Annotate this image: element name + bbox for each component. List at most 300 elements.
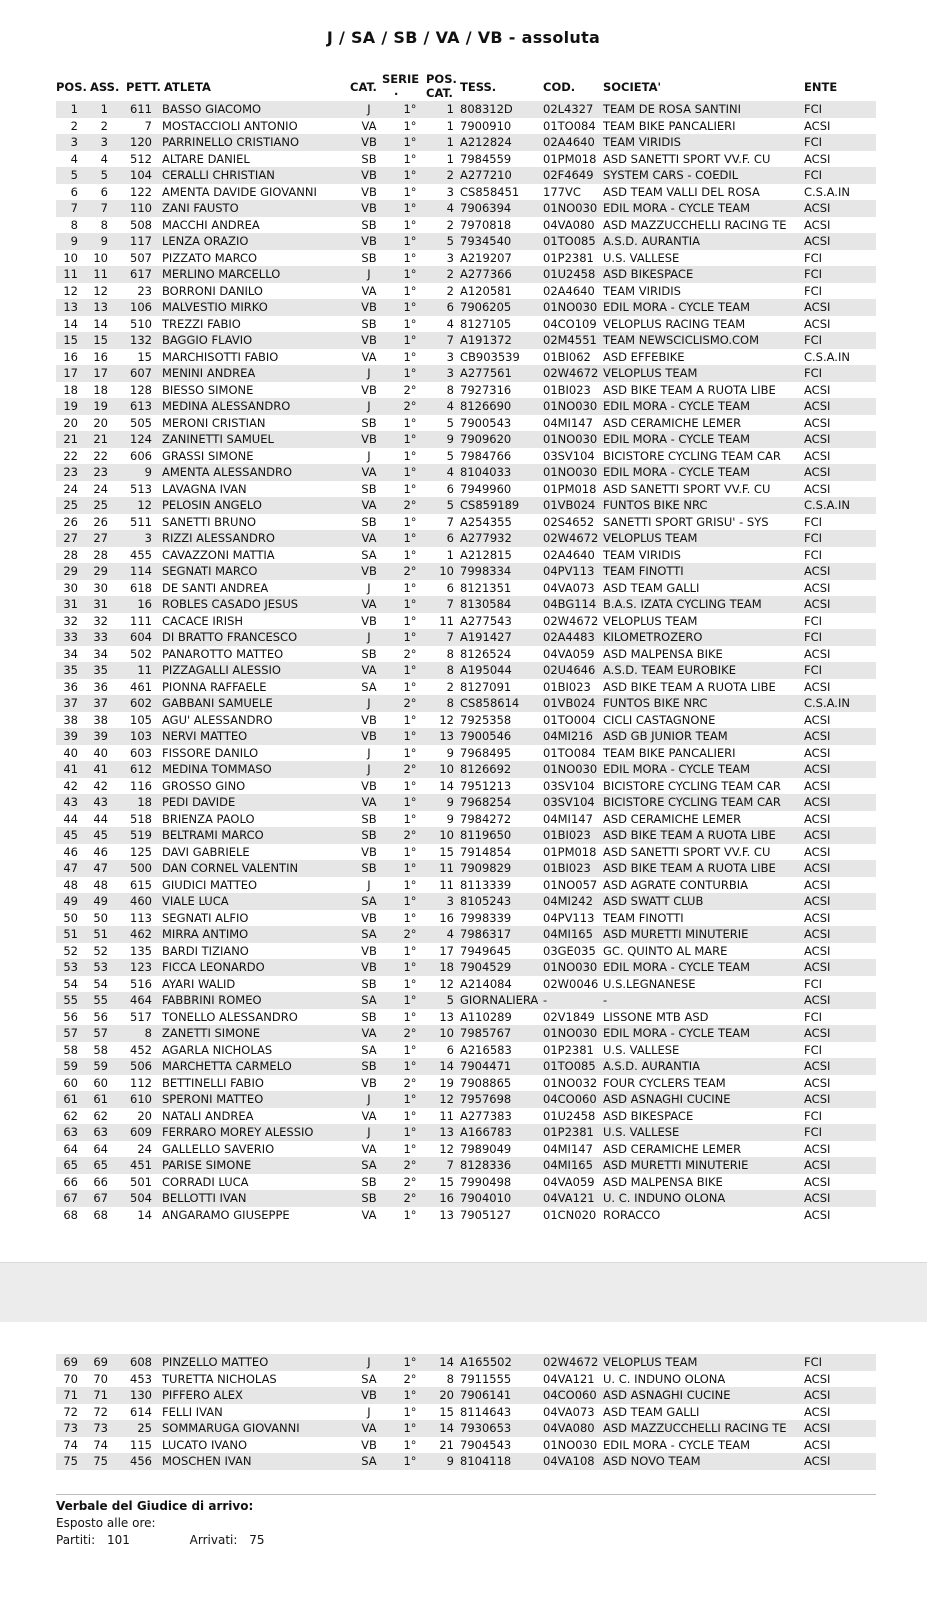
cell-ente: ACSI [804,762,831,776]
cell-ente: C.S.A.IN [804,696,850,710]
cell-ass: 48 [93,877,108,892]
cell-atleta: PELOSIN ANGELO [162,498,262,512]
cell-tess: 7925358 [460,712,512,727]
cell-pos-cat: 12 [439,976,454,991]
cell-pos-cat: 2 [446,283,454,298]
cell-serie: 1° [403,250,417,265]
cell-cat: J [367,102,371,116]
cell-pett: 606 [130,448,152,463]
cell-ente: ACSI [804,481,831,496]
cell-cod: 01BI023 [543,828,591,842]
cell-serie: 1° [403,910,417,925]
cell-ass: 24 [93,481,108,496]
cell-cat: VA [361,1207,377,1222]
cell-atleta: CORRADI LUCA [162,1174,249,1189]
cell-cat: J [367,762,371,776]
cell-tess: 7904471 [460,1059,512,1073]
cell-cat: J [367,1125,371,1139]
cell-atleta: MERLINO MARCELLO [162,267,281,281]
cell-pos-cat: 5 [446,498,454,512]
cell-pos-cat: 3 [446,184,454,199]
cell-cat: SA [361,993,377,1007]
cell-ass: 29 [93,564,108,578]
cell-pos-cat: 6 [446,481,454,496]
cell-serie: 2° [403,927,417,941]
table-row [56,250,876,267]
header-serie: SERIE [382,72,420,86]
cell-ente: ACSI [804,1207,831,1222]
cell-tess: 7906394 [460,201,512,215]
cell-cod: 01NO030 [543,960,598,974]
cell-pos: 34 [63,646,78,661]
cell-ente: FCI [804,168,823,182]
cell-pett: 104 [130,168,152,182]
cell-ass: 39 [93,729,108,743]
cell-cod: 02L4327 [543,102,594,116]
cell-atleta: SEGNATI ALFIO [162,910,249,925]
table-row [56,778,876,795]
cell-ass: 38 [93,712,108,727]
cell-ass: 31 [93,597,108,611]
cell-cat: SA [361,547,377,562]
cell-societa: ASD NOVO TEAM [603,1454,701,1468]
cell-pett: 519 [130,828,152,842]
cell-pos-cat: 2 [446,679,454,694]
cell-serie: 2° [403,828,417,842]
cell-serie: 1° [403,531,417,545]
cell-tess: 7909829 [460,861,512,875]
verbale-heading: Verbale del Giudice di arrivo: [56,1499,254,1513]
table-row [56,1141,876,1158]
cell-cod: 04VA080 [543,1421,595,1435]
cell-pos: 33 [63,630,78,644]
cell-tess: 7984272 [460,811,512,826]
table-row [56,926,876,943]
cell-cat: SA [361,1158,377,1172]
table-row [56,431,876,448]
cell-ente: ACSI [804,1141,831,1156]
cell-atleta: MOSTACCIOLI ANTONIO [162,118,298,133]
cell-pos: 20 [63,415,78,430]
cell-tess: A277543 [460,613,512,628]
cell-ente: ACSI [804,415,831,430]
cell-pos-cat: 1 [446,547,454,562]
cell-cod: 04VA073 [543,1404,595,1419]
cell-serie: 1° [403,465,417,479]
table-row [56,332,876,349]
cell-societa: U.S. VALLESE [603,250,680,265]
cell-cod: 02S4652 [543,514,595,529]
cell-ente: FCI [804,531,823,545]
cell-atleta: AMENTA ALESSANDRO [162,465,293,479]
cell-tess: 7927316 [460,382,512,397]
cell-societa: BICISTORE CYCLING TEAM CAR [603,448,781,463]
cell-ente: FCI [804,547,823,562]
cell-societa: U.S.LEGNANESE [603,976,696,991]
cell-societa: EDIL MORA - CYCLE TEAM [603,465,751,479]
cell-tess: A165502 [460,1355,512,1369]
cell-cat: VA [361,118,377,133]
cell-serie: 2° [403,762,417,776]
cell-cod: 04MI242 [543,894,593,908]
cell-pett: 117 [130,234,152,248]
cell-pos: 28 [63,547,78,562]
cell-cat: VB [361,201,377,215]
cell-pos: 73 [63,1421,78,1435]
cell-tess: A219207 [460,250,512,265]
cell-pos: 58 [63,1042,78,1057]
table-row [56,1387,876,1404]
cell-ente: ACSI [804,564,831,578]
cell-ente: FCI [804,976,823,991]
cell-tess: 8126690 [460,399,512,413]
table-row [56,1091,876,1108]
cell-ass: 51 [93,927,108,941]
cell-pett: 501 [130,1174,152,1189]
cell-ente: ACSI [804,1437,831,1452]
cell-pett: 111 [130,613,152,628]
cell-serie: 2° [403,696,417,710]
cell-tess: CS858614 [460,696,520,710]
cell-cat: VA [361,1026,377,1040]
cell-ass: 71 [93,1388,108,1402]
cell-serie: 2° [403,1371,417,1386]
cell-pos: 11 [63,267,78,281]
cell-ass: 54 [93,976,108,991]
cell-serie: 1° [403,366,417,380]
cell-pos: 36 [63,679,78,694]
cell-societa: ASD BIKE TEAM A RUOTA LIBE [603,828,776,842]
cell-pos-cat: 11 [439,877,454,892]
cell-serie: 1° [403,1042,417,1057]
cell-ass: 74 [93,1437,108,1452]
cell-tess: A191427 [460,630,512,644]
cell-serie: 2° [403,498,417,512]
cell-cod: 03GE035 [543,943,596,958]
cell-cat: J [367,399,371,413]
cell-atleta: VIALE LUCA [162,894,229,908]
table-row [56,959,876,976]
cell-pos-cat: 12 [439,712,454,727]
table-row [56,613,876,630]
cell-tess: 7998339 [460,910,512,925]
table-row [56,200,876,217]
cell-ente: FCI [804,102,823,116]
cell-pos-cat: 13 [439,1207,454,1222]
cell-pett: 451 [130,1158,152,1172]
cell-tess: A212815 [460,547,512,562]
cell-pos-cat: 12 [439,1141,454,1156]
table-row [56,827,876,844]
cell-pett: 25 [137,1421,152,1435]
cell-cat: VB [361,300,377,314]
cell-ente: ACSI [804,729,831,743]
cell-cat: J [367,1092,371,1106]
cell-tess: 7905127 [460,1207,512,1222]
cell-atleta: ALTARE DANIEL [162,151,250,166]
table-row [56,629,876,646]
cell-societa: U. C. INDUNO OLONA [603,1191,726,1205]
cell-tess: 8104118 [460,1454,512,1468]
cell-atleta: MEDINA TOMMASO [162,762,272,776]
cell-societa: ASD BIKE TEAM A RUOTA LIBE [603,382,776,397]
cell-tess: 7904529 [460,960,512,974]
cell-pos: 53 [63,960,78,974]
cell-pos-cat: 9 [446,795,454,809]
cell-societa: U. C. INDUNO OLONA [603,1371,726,1386]
table-row [56,217,876,234]
cell-tess: CS859189 [460,498,520,512]
header-atleta: ATLETA [164,80,211,94]
cell-ass: 75 [93,1454,108,1468]
cell-cod: 04BG114 [543,597,597,611]
cell-societa: ASD CERAMICHE LEMER [603,415,742,430]
cell-atleta: ROBLES CASADO JESUS [162,597,299,611]
cell-societa: ASD ASNAGHI CUCINE [603,1388,731,1402]
cell-cat: SA [361,894,377,908]
cell-cod: 04VA121 [543,1191,595,1205]
cell-ente: ACSI [804,712,831,727]
cell-cat: SB [361,316,377,331]
cell-pos: 44 [63,811,78,826]
cell-cat: J [367,745,371,760]
cell-ente: ACSI [804,910,831,925]
cell-pos-cat: 14 [439,778,454,793]
cell-pos-cat: 1 [446,135,454,149]
cell-societa: ASD BIKESPACE [603,1108,694,1123]
cell-serie: 1° [403,1009,417,1024]
cell-cod: 04VA080 [543,217,595,232]
header-societa: SOCIETA' [603,80,662,94]
cell-cat: J [367,877,371,892]
cell-ass: 26 [93,514,108,529]
cell-societa: ASD BIKE TEAM A RUOTA LIBE [603,679,776,694]
cell-pett: 455 [130,547,152,562]
cell-ente: ACSI [804,1174,831,1189]
cell-ente: ACSI [804,927,831,941]
header-pett: PETT. [126,80,161,94]
table-row [56,1371,876,1388]
cell-cod: 01NO030 [543,432,598,446]
cell-societa: ASD CERAMICHE LEMER [603,1141,742,1156]
cell-cod: 04PV113 [543,564,595,578]
cell-serie: 1° [403,151,417,166]
cell-pos-cat: 8 [446,646,454,661]
cell-cod: 01NO030 [543,300,598,314]
cell-serie: 1° [403,184,417,199]
cell-pos: 31 [63,597,78,611]
cell-pett: 505 [130,415,152,430]
table-row [56,662,876,679]
cell-cat: VA [361,1108,377,1123]
cell-cod: 01TO084 [543,118,596,133]
cell-pos: 27 [63,531,78,545]
cell-atleta: PINZELLO MATTEO [162,1355,269,1369]
cell-societa: ASD EFFEBIKE [603,349,685,364]
cell-ass: 14 [93,316,108,331]
cell-ass: 32 [93,613,108,628]
results-page-2 [0,1322,927,1600]
cell-atleta: FICCA LEONARDO [162,960,265,974]
cell-pett: 103 [130,729,152,743]
cell-societa: FUNTOS BIKE NRC [603,696,708,710]
table-row [56,580,876,597]
cell-tess: 7998334 [460,564,512,578]
cell-societa: BICISTORE CYCLING TEAM CAR [603,795,781,809]
cell-tess: 7906205 [460,300,512,314]
cell-cod: 01BI023 [543,382,591,397]
cell-pos: 6 [70,184,78,199]
cell-ente: FCI [804,514,823,529]
cell-atleta: LUCATO IVANO [162,1437,248,1452]
cell-cod: 04MI165 [543,927,593,941]
table-row [56,266,876,283]
cell-cat: VA [361,531,377,545]
table-row [56,464,876,481]
cell-atleta: GABBANI SAMUELE [162,696,273,710]
cell-pos: 9 [70,234,78,248]
cell-pos: 12 [63,283,78,298]
cell-pett: 508 [130,217,152,232]
cell-cod: 03SV104 [543,448,595,463]
cell-atleta: ZANETTI SIMONE [162,1026,261,1040]
cell-cat: VB [361,432,377,446]
table-row [56,316,876,333]
cell-pos-cat: 11 [439,861,454,875]
cell-ass: 11 [93,267,108,281]
cell-tess: 7957698 [460,1092,512,1106]
cell-serie: 1° [403,316,417,331]
cell-pos-cat: 5 [446,234,454,248]
cell-pos-cat: 1 [446,102,454,116]
cell-ente: ACSI [804,465,831,479]
cell-pos-cat: 15 [439,844,454,859]
cell-societa: A.S.D. TEAM EUROBIKE [603,663,736,677]
table-row [56,448,876,465]
table-row [56,943,876,960]
table-row [56,1009,876,1026]
cell-cod: 01NO030 [543,465,598,479]
cell-serie: 1° [403,135,417,149]
cell-tess: A277210 [460,168,512,182]
table-row [56,1058,876,1075]
table-row [56,563,876,580]
page-title: J / SA / SB / VA / VB - assoluta [326,28,601,47]
cell-pett: 135 [130,943,152,958]
cell-pett: 516 [130,976,152,991]
cell-ente: ACSI [804,382,831,397]
cell-ente: FCI [804,1108,823,1123]
cell-societa: B.A.S. IZATA CYCLING TEAM [603,597,762,611]
cell-atleta: SANETTI BRUNO [162,514,257,529]
cell-ass: 57 [93,1026,108,1040]
cell-pett: 506 [130,1059,152,1073]
cell-pos-cat: 9 [446,811,454,826]
cell-tess: 8127091 [460,679,512,694]
cell-cat: VB [361,613,377,628]
cell-cat: VA [361,465,377,479]
cell-ente: ACSI [804,861,831,875]
cell-pos-cat: 9 [446,1454,454,1468]
cell-ente: ACSI [804,960,831,974]
cell-pos-cat: 14 [439,1355,454,1369]
cell-ass: 47 [93,861,108,875]
cell-serie: 1° [403,267,417,281]
cell-atleta: NATALI ANDREA [162,1108,254,1123]
cell-tess: 7904010 [460,1191,512,1205]
cell-cat: VA [361,597,377,611]
cell-cat: VB [361,943,377,958]
cell-serie: 2° [403,1191,417,1205]
cell-societa: ASD TEAM GALLI [603,580,700,595]
table-row [56,1124,876,1141]
cell-pos: 45 [63,828,78,842]
cell-cat: VB [361,1437,377,1452]
table-row [56,646,876,663]
cell-cod: 04VA059 [543,1174,595,1189]
cell-cod: 01CN020 [543,1207,597,1222]
cell-cod: 01NO057 [543,877,598,892]
table-row [56,844,876,861]
cell-serie: 1° [403,630,417,644]
cell-societa: ASD SANETTI SPORT VV.F. CU [603,844,771,859]
counts-line [56,1532,876,1549]
cell-ass: 5 [100,168,108,182]
cell-societa: EDIL MORA - CYCLE TEAM [603,1026,751,1040]
cell-atleta: GIUDICI MATTEO [162,877,258,892]
cell-societa: TEAM VIRIDIS [603,547,681,562]
cell-ass: 69 [93,1355,108,1369]
arrivati-value: 75 [249,1533,265,1547]
cell-pos: 17 [63,366,78,380]
cell-cat: SB [361,976,377,991]
cell-tess: 7914854 [460,844,512,859]
cell-pos: 64 [63,1141,78,1156]
cell-pett: 116 [130,778,152,793]
cell-pett: 512 [130,151,152,166]
cell-pos: 47 [63,861,78,875]
cell-pett: 14 [137,1207,152,1222]
table-row [56,134,876,151]
cell-ass: 59 [93,1059,108,1073]
cell-societa: ASD MAZZUCCHELLI RACING TE [603,1421,787,1435]
cell-pett: 110 [130,201,152,215]
cell-pett: 513 [130,481,152,496]
cell-pos: 57 [63,1026,78,1040]
cell-pos-cat: 5 [446,993,454,1007]
cell-pett: 9 [144,465,152,479]
cell-pos: 38 [63,712,78,727]
cell-ass: 65 [93,1158,108,1172]
cell-tess: 8127105 [460,316,512,331]
cell-cod: 01BI062 [543,349,591,364]
cell-ente: ACSI [804,1092,831,1106]
cell-societa: U.S. VALLESE [603,1125,680,1139]
cell-serie: 1° [403,613,417,628]
cell-serie: 1° [403,993,417,1007]
table-row [56,1042,876,1059]
cell-pos: 52 [63,943,78,958]
table-row [56,1075,876,1092]
cell-pos-cat: 12 [439,1092,454,1106]
cell-tess: 7986317 [460,927,512,941]
cell-cod: 01PM018 [543,844,597,859]
cell-cod: 01BI023 [543,861,591,875]
table-row [56,233,876,250]
cell-cod: 01TO085 [543,1059,596,1073]
table-row [56,992,876,1009]
header-cat: CAT. [350,80,377,94]
